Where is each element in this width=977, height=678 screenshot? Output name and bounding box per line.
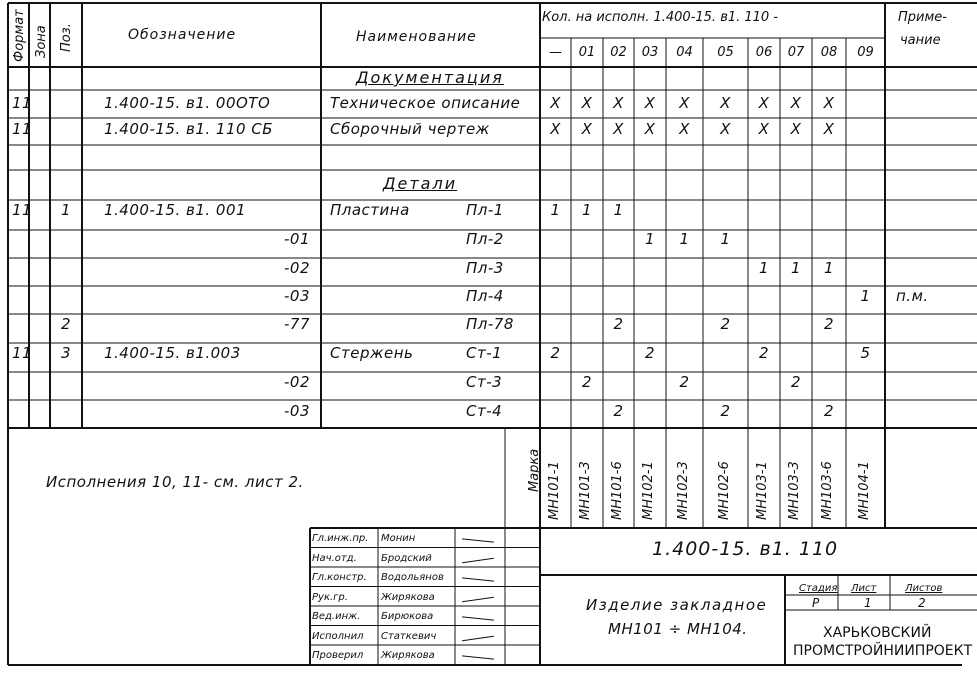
- row-mark: Ст-3: [466, 373, 503, 391]
- marka-code: МН103-6: [820, 461, 835, 520]
- staff-role: Нач.отд.: [312, 552, 357, 564]
- row-mark: Пл-3: [466, 259, 504, 277]
- product-name: Изделие закладное: [586, 596, 768, 614]
- row-qty: X: [613, 94, 624, 112]
- variant-header: 07: [787, 45, 805, 60]
- marka-code: МН102-6: [716, 461, 732, 520]
- row-qty: 1: [720, 230, 731, 248]
- sheets-value: 2: [918, 596, 926, 610]
- row-qty: 1: [790, 259, 802, 277]
- organization-line-1: ХАРЬКОВСКИЙ: [823, 625, 932, 641]
- row-qty: 2: [720, 402, 731, 420]
- row-qty: X: [758, 94, 770, 112]
- row-qty: X: [720, 94, 731, 112]
- marka-label: Марка: [527, 448, 542, 492]
- row-mark: Ст-4: [466, 402, 503, 420]
- row-qty: 2: [550, 344, 561, 362]
- row-mark: Пл-2: [466, 230, 504, 248]
- row-designation: 1.400-15. в1. 001: [104, 201, 247, 219]
- row-qty: 1: [613, 201, 624, 219]
- row-name: Сборочный чертеж: [330, 120, 490, 138]
- row-designation: 1.400-15. в1. 110 СБ: [104, 120, 274, 138]
- staff-name: Бродский: [381, 552, 432, 564]
- variant-header: 06: [755, 45, 773, 60]
- variant-header: 05: [717, 45, 734, 60]
- staff-role: Исполнил: [312, 630, 364, 642]
- row-pos: 3: [60, 344, 72, 362]
- stage-label: Стадия: [799, 583, 838, 594]
- row-qty: 1: [758, 259, 770, 277]
- row-qty: X: [823, 94, 835, 112]
- row-format: 11: [12, 344, 33, 362]
- row-qty: 1: [679, 230, 690, 248]
- row-designation: 1.400-15. в1. 00ОТО: [104, 94, 271, 112]
- row-qty: X: [758, 120, 770, 138]
- row-mark: Пл-4: [466, 287, 504, 305]
- row-format: 11: [12, 120, 33, 138]
- row-qty: X: [550, 120, 561, 138]
- row-name: Пластина: [330, 201, 410, 219]
- row-qty: 1: [823, 259, 835, 277]
- row-qty: 1: [644, 230, 656, 248]
- sheets-label: Листов: [905, 583, 943, 594]
- row-qty: X: [613, 120, 624, 138]
- row-qty: X: [790, 94, 802, 112]
- header-pos: Поз.: [59, 23, 74, 52]
- staff-name: Монин: [381, 533, 416, 544]
- row-qty: 2: [720, 315, 731, 333]
- row-designation: -03: [284, 287, 310, 305]
- marka-code: МН101-3: [578, 461, 593, 520]
- marka-code: МН104-1: [856, 461, 872, 520]
- row-pos: 2: [60, 315, 72, 333]
- row-qty: 2: [581, 373, 593, 391]
- row-qty: 5: [860, 344, 871, 362]
- header-designation: Обозначение: [128, 27, 237, 43]
- row-qty: 1: [550, 201, 561, 219]
- marka-code: МН102-3: [675, 461, 691, 520]
- staff-name: Водольянов: [381, 572, 444, 583]
- row-format: 11: [12, 94, 33, 112]
- marka-code: МН101-6: [609, 461, 625, 520]
- row-qty: X: [644, 120, 656, 138]
- row-qty: X: [581, 120, 593, 138]
- staff-name: Бирюкова: [381, 611, 434, 622]
- row-mark: Пл-1: [466, 201, 504, 219]
- variants-note: Исполнения 10, 11- см. лист 2.: [46, 473, 304, 491]
- row-format: 11: [12, 201, 33, 219]
- row-qty: 2: [758, 344, 770, 362]
- variant-header: 02: [610, 45, 627, 60]
- row-name: Техническое описание: [330, 94, 521, 112]
- document-code: 1.400-15. в1. 110: [652, 538, 839, 560]
- header-qty-title: Кол. на исполн. 1.400-15. в1. 110 -: [542, 10, 779, 25]
- stage-value: Р: [812, 596, 820, 610]
- section-documents: Документация: [356, 68, 504, 87]
- variant-header: 01: [578, 45, 596, 60]
- row-qty: X: [790, 120, 802, 138]
- row-designation: -03: [284, 402, 310, 420]
- variant-header: 04: [676, 45, 693, 60]
- variant-header: 03: [641, 45, 659, 60]
- section-parts: Детали: [383, 174, 458, 193]
- variant-header: 09: [857, 45, 874, 60]
- staff-role: Рук.гр.: [312, 591, 348, 603]
- row-designation: -02: [284, 373, 310, 391]
- header-note-2: чание: [900, 33, 941, 48]
- row-qty: 2: [823, 402, 835, 420]
- row-name: Стержень: [330, 344, 414, 362]
- staff-name: Жирякова: [381, 591, 435, 603]
- marka-code: МН102-1: [641, 461, 656, 520]
- row-pos: 1: [60, 201, 72, 219]
- row-mark: Пл-78: [466, 315, 514, 333]
- marka-code: МН103-3: [787, 461, 802, 520]
- row-qty: 2: [613, 402, 624, 420]
- row-qty: 2: [823, 315, 835, 333]
- sheet-value: 1: [864, 596, 872, 610]
- header-name: Наименование: [356, 29, 477, 45]
- row-qty: 2: [679, 373, 690, 391]
- marka-code: МН101-1: [546, 461, 562, 520]
- row-qty: X: [581, 94, 593, 112]
- row-qty: 1: [860, 287, 871, 305]
- staff-role: Гл.инж.пр.: [312, 533, 369, 544]
- row-designation: -77: [284, 315, 310, 333]
- row-qty: 1: [581, 201, 593, 219]
- row-note: п.м.: [896, 287, 929, 305]
- row-designation: -01: [284, 230, 310, 248]
- variant-header: —: [549, 45, 562, 60]
- staff-role: Вед.инж.: [312, 611, 361, 622]
- staff-role: Проверил: [312, 650, 364, 661]
- row-qty: X: [644, 94, 656, 112]
- row-qty: X: [720, 120, 731, 138]
- marka-code: МН103-1: [755, 461, 770, 520]
- row-qty: X: [679, 120, 690, 138]
- variant-header: 08: [820, 45, 838, 60]
- row-qty: X: [823, 120, 835, 138]
- row-qty: 2: [644, 344, 656, 362]
- row-qty: 2: [613, 315, 624, 333]
- row-designation: -02: [284, 259, 310, 277]
- staff-name: Статкевич: [381, 630, 437, 642]
- sheet-label: Лист: [851, 583, 877, 594]
- header-note-1: Приме-: [898, 10, 947, 25]
- product-range: МН101 ÷ МН104.: [608, 620, 748, 638]
- organization-line-2: ПРОМСТРОЙНИИПРОЕКТ: [793, 643, 973, 659]
- row-mark: Ст-1: [466, 344, 503, 362]
- staff-name: Жирякова: [381, 650, 435, 661]
- header-format: Формат: [12, 9, 27, 62]
- header-zone: Зона: [34, 25, 49, 58]
- staff-role: Гл.констр.: [312, 572, 367, 583]
- row-qty: X: [679, 94, 690, 112]
- row-designation: 1.400-15. в1.003: [104, 344, 241, 362]
- row-qty: 2: [790, 373, 802, 391]
- row-qty: X: [550, 94, 561, 112]
